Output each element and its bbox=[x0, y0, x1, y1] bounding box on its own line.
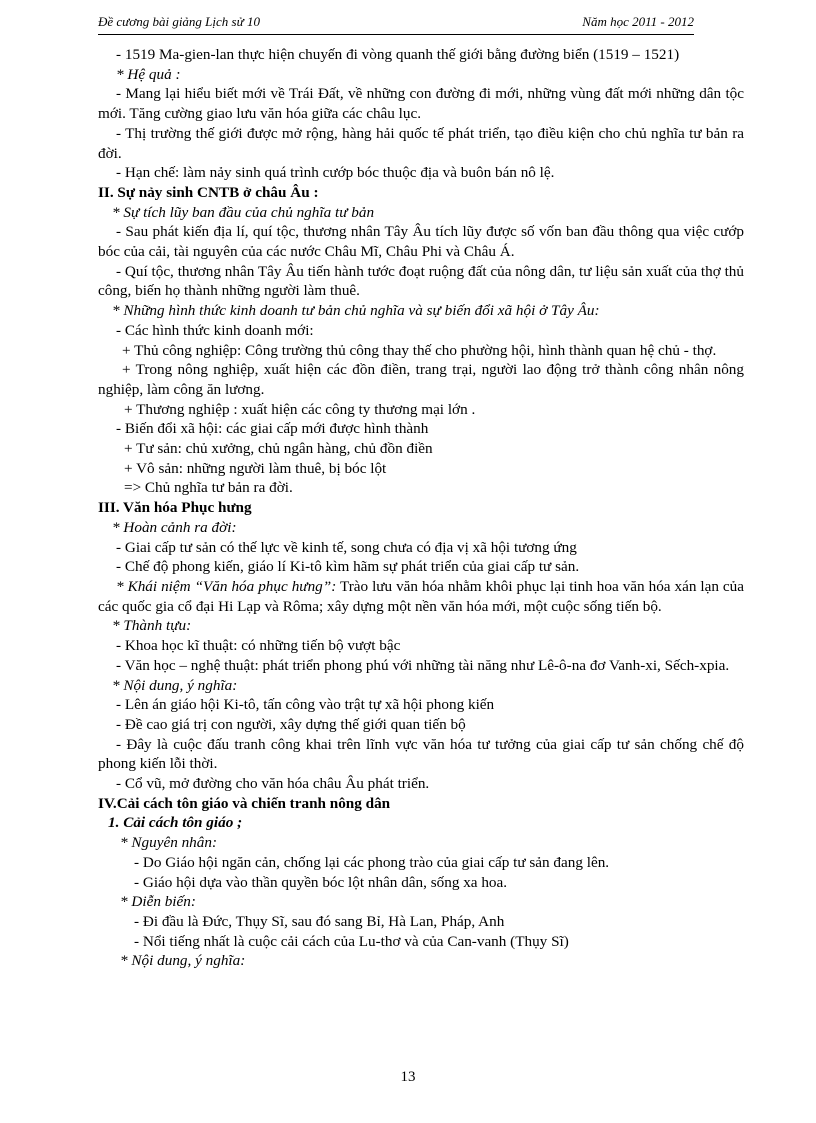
subheading: * Hệ quả : bbox=[116, 65, 181, 83]
paragraph: - Giai cấp tư sản có thế lực về kinh tế, song chưa có địa vị xã hội tương ứng bbox=[116, 538, 577, 556]
page-number: 13 bbox=[400, 1069, 416, 1085]
concept-definition: Trào lưu văn hóa nhằm khôi phục lại tinh hoa văn hóa xán lạn của các quốc gia cổ đại Hi Lạp và Rôma; xây dựng một nền văn hóa mới, một cuộc sống tiến bộ. bbox=[98, 577, 744, 615]
subheading: * Thành tựu: bbox=[112, 617, 192, 635]
paragraph: + Thương nghiệp : xuất hiện các công ty thương mại lớn . bbox=[124, 400, 476, 418]
paragraph: - Quí tộc, thương nhân Tây Âu tiến hành tước đoạt ruộng đất của nông dân, tư liệu sản xuất của thợ thủ công, biến họ thành những người làm thuê. bbox=[98, 262, 744, 300]
paragraph: - Giáo hội dựa vào thần quyền bóc lột nhân dân, sống xa hoa. bbox=[134, 873, 508, 891]
paragraph: - Nổi tiếng nhất là cuộc cải cách của Lu-thơ và của Can-vanh (Thụy Sĩ) bbox=[134, 932, 569, 950]
paragraph: + Thủ công nghiệp: Công trường thủ công thay thế cho phường hội, hình thành quan hệ chủ - thợ. bbox=[122, 341, 717, 359]
concept-label: * Khái niệm “Văn hóa phục hưng”: bbox=[116, 577, 337, 595]
paragraph: - 1519 Ma-gien-lan thực hiện chuyến đi vòng quanh thế giới bằng đường biển (1519 – 1521) bbox=[116, 46, 680, 63]
paragraph: - Sau phát kiến địa lí, quí tộc, thương nhân Tây Âu tích lũy được số vốn ban đầu thông qua việc cướp bóc của cải, tài nguyên của các nước Châu Mĩ, Châu Phi và Châu Á. bbox=[98, 223, 744, 261]
paragraph: - Khoa học kĩ thuật: có những tiến bộ vượt bậc bbox=[116, 637, 401, 655]
paragraph: + Trong nông nghiệp, xuất hiện các đồn điền, trang trại, người lao động trở thành công nhân nông nghiệp, làm công ăn lương. bbox=[98, 361, 744, 398]
section-heading: III. Văn hóa Phục hưng bbox=[98, 499, 252, 517]
paragraph: => Chủ nghĩa tư bản ra đời. bbox=[124, 479, 293, 497]
paragraph: + Tư sản: chủ xưởng, chủ ngân hàng, chủ đồn điền bbox=[124, 440, 433, 458]
paragraph: - Thị trường thế giới được mở rộng, hàng hải quốc tế phát triển, tạo điều kiện cho chủ nghĩa tư bản ra đời. bbox=[98, 124, 744, 162]
subheading: * Nguyên nhân: bbox=[120, 834, 218, 852]
subsection-heading: 1. Cải cách tôn giáo ; bbox=[108, 814, 243, 832]
paragraph bbox=[98, 577, 744, 616]
paragraph: - Hạn chế: làm nảy sinh quá trình cướp bóc thuộc địa và buôn bán nô lệ. bbox=[116, 164, 555, 182]
paragraph: - Đề cao giá trị con người, xây dựng thế giới quan tiến bộ bbox=[116, 715, 466, 733]
paragraph: - Cổ vũ, mở đường cho văn hóa châu Âu phát triển. bbox=[116, 775, 430, 793]
paragraph: - Các hình thức kinh doanh mới: bbox=[116, 321, 314, 339]
paragraph: - Do Giáo hội ngăn cản, chống lại các phong trào của giai cấp tư sản đang lên. bbox=[134, 853, 610, 871]
paragraph: - Biến đổi xã hội: các giai cấp mới được hình thành bbox=[116, 420, 429, 438]
paragraph: - Đi đầu là Đức, Thụy Sĩ, sau đó sang Bỉ, Hà Lan, Pháp, Anh bbox=[134, 912, 505, 930]
document-body bbox=[98, 45, 744, 971]
paragraph: + Vô sản: những người làm thuê, bị bóc lột bbox=[124, 459, 387, 477]
subheading: * Diễn biến: bbox=[120, 893, 196, 911]
section-heading: IV.Cải cách tôn giáo và chiến tranh nông dân bbox=[98, 794, 391, 812]
paragraph: - Chế độ phong kiến, giáo lí Ki-tô kìm hãm sự phát triển của giai cấp tư sản. bbox=[116, 558, 580, 576]
subheading: * Sự tích lũy ban đầu của chủ nghĩa tư bản bbox=[112, 203, 375, 221]
subheading: * Những hình thức kinh doanh tư bản chủ nghĩa và sự biến đổi xã hội ở Tây Âu: bbox=[112, 302, 600, 320]
subheading: * Nội dung, ý nghĩa: bbox=[112, 676, 238, 694]
paragraph: - Mang lại hiểu biết mới về Trái Đất, về những con đường đi mới, những vùng đất mới những dân tộc mới. Tăng cường giao lưu văn hóa giữa các châu lục. bbox=[98, 85, 744, 123]
paragraph: - Văn học – nghệ thuật: phát triển phong phú với những tài năng như Lê-ô-na đơ Vanh-xi, Sếch-xpia. bbox=[116, 656, 730, 674]
subheading: * Nội dung, ý nghĩa: bbox=[120, 952, 246, 970]
paragraph: - Đây là cuộc đấu tranh công khai trên lĩnh vực văn hóa tư tưởng của giai cấp tư sản chống chế độ phong kiến lỗi thời. bbox=[98, 735, 744, 773]
subheading: * Hoàn cảnh ra đời: bbox=[112, 518, 237, 536]
header-school-year: Năm học 2011 - 2012 bbox=[582, 14, 694, 29]
header-course-title: Đề cương bài giảng Lịch sử 10 bbox=[98, 14, 260, 29]
paragraph: - Lên án giáo hội Ki-tô, tấn công vào trật tự xã hội phong kiến bbox=[116, 696, 495, 714]
section-heading: II. Sự nảy sinh CNTB ở châu Âu : bbox=[98, 183, 319, 201]
page-header bbox=[98, 12, 694, 35]
